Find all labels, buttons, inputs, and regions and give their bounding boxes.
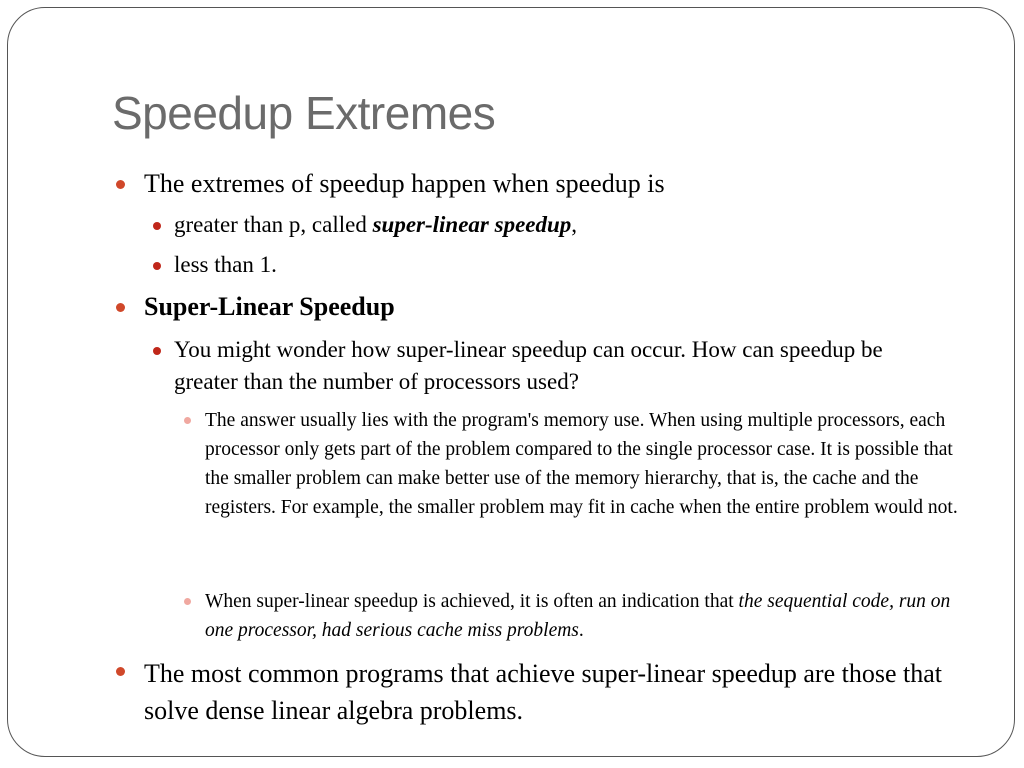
emphasis-text: the sequential code, run on one processor, had serious cache miss problems — [205, 591, 951, 641]
bullet-text-part: greater than p, called — [174, 212, 373, 237]
bullet-dot — [184, 417, 191, 424]
bullet-dot — [153, 347, 161, 355]
bullet-text-part: , — [571, 212, 578, 237]
bullet-text — [205, 587, 970, 645]
bullet-text: less than 1. — [174, 252, 277, 277]
bullet-dot — [116, 180, 125, 189]
emphasis-text: super-linear speedup — [372, 212, 572, 237]
bullet-text-part: . — [578, 620, 584, 641]
bullet-text-part: When super-linear speedup is achieved, it is often an indication that — [205, 591, 739, 612]
bullet-text — [174, 209, 974, 241]
bullet-dot — [153, 222, 161, 230]
bullet-heading: Super-Linear Speedup — [144, 292, 395, 321]
bullet-dot — [184, 598, 191, 605]
bullet-text: The extremes of speedup happen when speedup is — [144, 169, 665, 198]
bullet-dot — [116, 303, 125, 312]
bullet-text: You might wonder how super-linear speedup can occur. How can speedup be greater than the number of processors used? — [174, 337, 883, 394]
bullet-dot — [116, 667, 125, 676]
slide-title: Speedup Extremes — [112, 87, 496, 139]
bullet-dot — [153, 262, 161, 270]
bullet-text: The most common programs that achieve super-linear speedup are those that solve dense linear algebra problems. — [144, 659, 942, 725]
bullet-text: The answer usually lies with the program's memory use. When using multiple processors, each processor only gets part of the problem compared to the single processor case. It is possible that the smaller problem can make better use of the memory hierarchy, that is, the cache and the registers. For example, the smaller problem may fit in cache when the entire problem would not. — [205, 410, 958, 518]
